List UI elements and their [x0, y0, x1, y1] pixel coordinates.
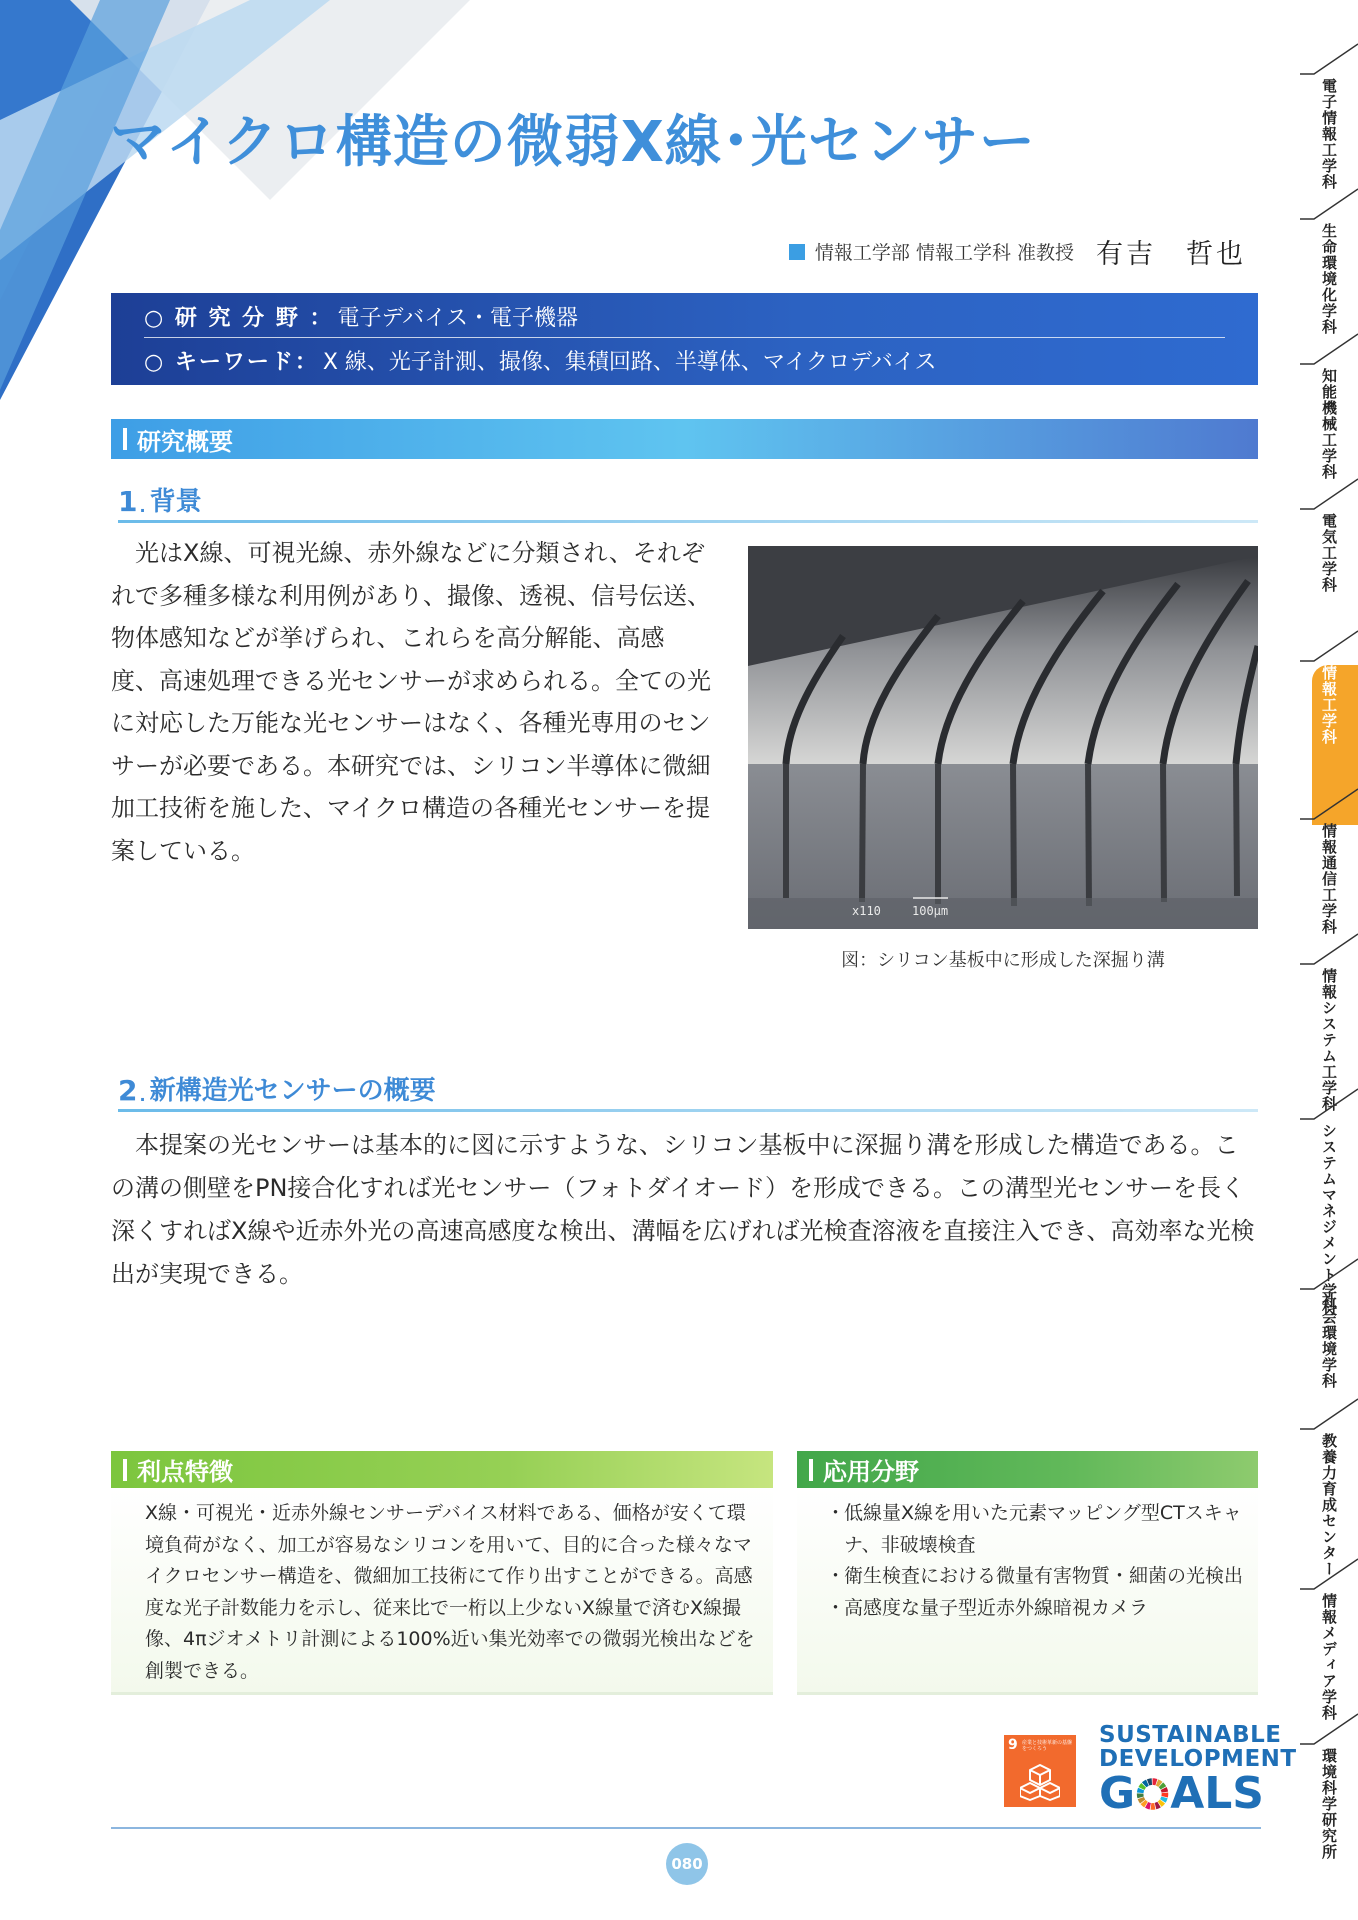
- applications-list: [826, 1498, 1246, 1624]
- figure-caption: 図：シリコン基板中に形成した深掘り溝: [841, 950, 1165, 971]
- tab-divider: [1300, 932, 1358, 966]
- tab-department-9[interactable]: 社会環境学科: [1320, 1293, 1338, 1389]
- tab-department-10[interactable]: 教養力育成センター: [1320, 1433, 1338, 1577]
- tab-divider: [1300, 1397, 1358, 1431]
- background-paragraph: 光はX線、可視光線、赤外線などに分類され、それぞれで多種多様な利用例があり、撮像、透視、信号伝送、物体感知などが挙げられ、これらを高分解能、高感度、高速処理できる光センサーが求められる。全ての光に対応した万能な光センサーはなく、各種光専用のセンサーが必要である。本研究では、シリコン半導体に微細加工技術を施した、マイクロ構造の各種光センサーを提案している。: [111, 539, 711, 865]
- tab-divider: [1300, 1557, 1358, 1591]
- research-field-value: 電子デバイス・電子機器: [337, 305, 578, 331]
- section1-underline: [118, 520, 1258, 523]
- tab-divider: [1300, 1712, 1358, 1746]
- tab-department-7[interactable]: 情報システム工学科: [1320, 968, 1338, 1112]
- sdg-logo-g: G: [1099, 1768, 1136, 1819]
- author-line: [789, 232, 1246, 271]
- tab-department-4[interactable]: 電気工学科: [1320, 513, 1338, 593]
- advantages-text: X線・可視光・近赤外線センサーデバイス材料である、価格が安くて環境負荷がなく、加工が容易なシリコンを用いて、目的に合った様々なマイクロセンサー構造を、微細加工技術にて作り出すことができる。高感度な光子計数能力を示し、従来比で一桁以上少ないX線量で済むX線撮像、4πジオメトリ計測による100%近い集光効率での微弱光検出などを創製できる。: [145, 1502, 755, 1682]
- bullet-square-icon: [789, 244, 805, 260]
- list-item: ・ 衛生検査における微量有害物質・細菌の光検出: [826, 1561, 1246, 1593]
- sdg-logo: [1099, 1722, 1297, 1819]
- tab-department-11[interactable]: 情報メディア学科: [1320, 1593, 1338, 1721]
- page-number: 080: [666, 1843, 708, 1885]
- cubes-icon: [1020, 1763, 1060, 1801]
- tab-divider: [1300, 42, 1358, 76]
- tab-department-6[interactable]: 情報通信工学科: [1320, 823, 1338, 935]
- tab-department-12[interactable]: 環境科学研究所: [1320, 1748, 1338, 1860]
- sdg-goal-9-tile: [1004, 1735, 1076, 1807]
- tab-department-2[interactable]: 生命環境化学科: [1320, 223, 1338, 335]
- research-field-row: [144, 295, 1225, 338]
- sdg-logo-line2: DEVELOPMENT: [1099, 1746, 1297, 1772]
- applications-header: [797, 1451, 1258, 1488]
- keyword-label: ○ キーワード：: [144, 349, 319, 375]
- header-bar-icon: [809, 1459, 813, 1481]
- research-field-label: ○ 研 究 分 野 ：: [144, 305, 334, 331]
- header-bar-icon: [123, 1459, 127, 1481]
- sdg-wheel-segment: [1151, 1803, 1156, 1810]
- author-affiliation: 情報工学部 情報工学科 准教授: [814, 242, 1074, 264]
- page-title: マイクロ構造の微弱X線･光センサー: [110, 110, 1036, 175]
- overview-heading: 研究概要: [137, 427, 233, 456]
- tab-department-1[interactable]: 電子情報工学科: [1320, 78, 1338, 190]
- header-bar-icon: [123, 428, 127, 450]
- tab-divider: [1300, 477, 1358, 511]
- sdg-wheel-icon: [1136, 1775, 1169, 1813]
- sdg-logo-als: ALS: [1170, 1768, 1264, 1819]
- section1-heading: 1 . 背景: [118, 478, 1258, 518]
- tab-divider: [1300, 332, 1358, 366]
- applications-heading: 応用分野: [823, 1458, 919, 1486]
- section2-title: 新構造光センサーの概要: [149, 1076, 436, 1106]
- section1-number: 1: [118, 485, 138, 518]
- section2-number: 2: [118, 1074, 138, 1107]
- section1-title: 背景: [149, 487, 202, 517]
- keyword-value: X 線、光子計測、撮像、集積回路、半導体、マイクロデバイス: [322, 349, 937, 375]
- sdg-logo-line1: SUSTAINABLE: [1099, 1722, 1282, 1748]
- sdg-goal-text: 産業と技術革新の基盤をつくろう: [1022, 1740, 1073, 1752]
- sem-micrograph: [748, 546, 1258, 929]
- footer-divider: [111, 1827, 1261, 1829]
- list-item: ・ 低線量X線を用いた元素マッピング型CTスキャナ、非破壊検査: [826, 1498, 1246, 1561]
- advantages-header: [111, 1451, 773, 1488]
- department-index-tabs: [1300, 48, 1358, 1920]
- sem-image: [748, 546, 1258, 929]
- advantages-heading: 利点特徴: [137, 1458, 233, 1486]
- keyword-row: [144, 339, 1225, 381]
- sdg-wheel-segment: [1162, 1793, 1169, 1798]
- tab-divider: [1300, 787, 1358, 821]
- section2-underline: [118, 1109, 1258, 1112]
- tab-department-3[interactable]: 知能機械工学科: [1320, 368, 1338, 480]
- tab-department-8[interactable]: システムマネジメント学科: [1320, 1123, 1338, 1315]
- research-field-band: [111, 293, 1258, 385]
- tab-divider: [1300, 1087, 1358, 1121]
- structure-paragraph: 本提案の光センサーは基本的に図に示すような、シリコン基板中に深掘り溝を形成した構造である。この溝の側壁をPN接合化すれば光センサー（フォトダイオード）を形成できる。この溝型光センサーを長く深くすればX線や近赤外光の高速高感度な検出、溝幅を広げれば光検査溶液を直接注入でき、高効率な光検出が実現できる。: [111, 1131, 1255, 1288]
- tab-department-5[interactable]: 情報工学科: [1320, 665, 1338, 745]
- list-item: ・ 高感度な量子型近赤外線暗視カメラ: [826, 1593, 1246, 1625]
- tab-divider: [1300, 629, 1358, 663]
- overview-header: [111, 419, 1258, 459]
- tab-divider: [1300, 187, 1358, 221]
- author-name: 有吉 哲也: [1096, 239, 1246, 270]
- section2-heading: 2 . 新構造光センサーの概要: [118, 1067, 1258, 1107]
- sem-magnification: x110: [852, 904, 881, 918]
- sdg-goal-number: 9: [1008, 1737, 1018, 1753]
- sdg-logo-line3: [1099, 1768, 1264, 1819]
- tab-divider: [1300, 1257, 1358, 1291]
- sem-scale-label: 100μm: [912, 904, 949, 918]
